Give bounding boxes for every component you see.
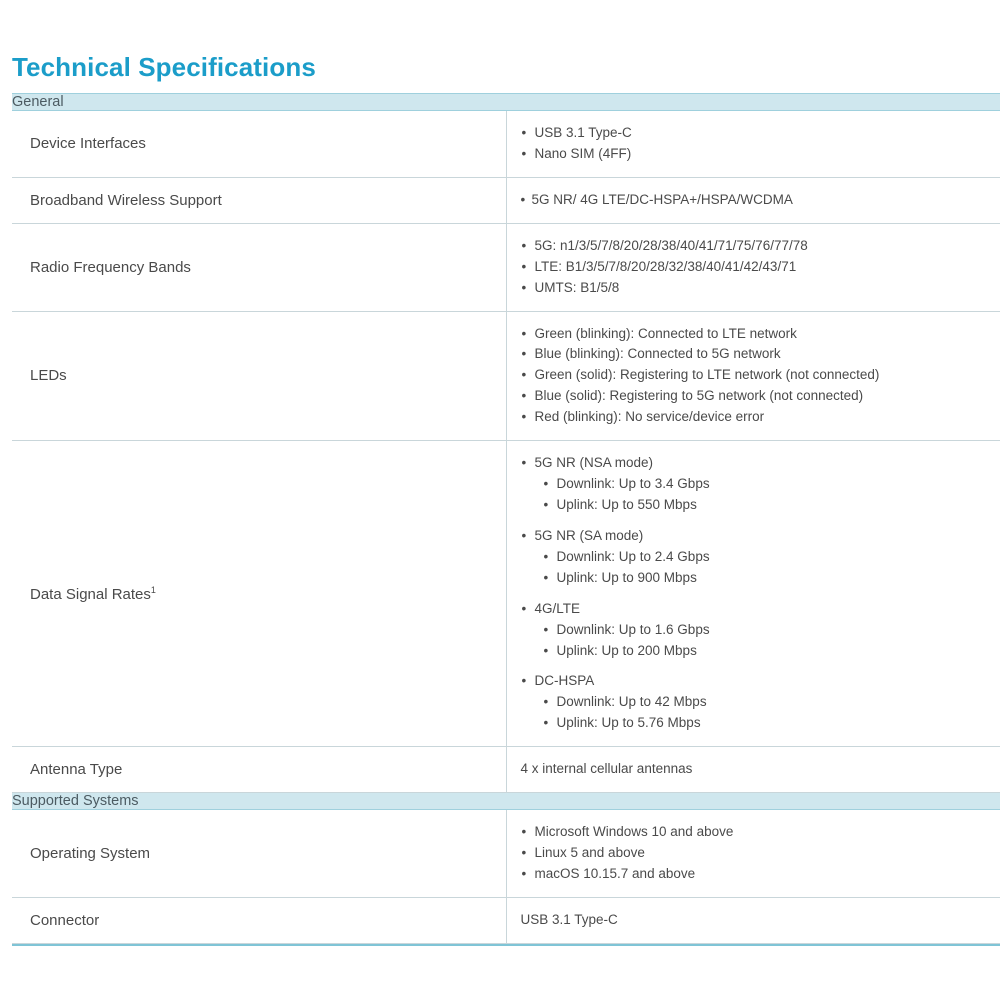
list-item: • Blue (blinking): Connected to 5G network	[521, 344, 991, 365]
list-item: • Blue (solid): Registering to 5G network (not connected)	[521, 386, 991, 407]
row-value-operating-system	[506, 810, 1000, 898]
bullet-list	[521, 671, 991, 692]
row-value-connector	[506, 897, 1000, 943]
list-item: • Uplink: Up to 200 Mbps	[543, 641, 991, 662]
row-value-broadband-wireless-support	[506, 177, 1000, 223]
bullet-list	[521, 822, 991, 885]
row-value-radio-frequency-bands	[506, 223, 1000, 311]
row-label-data-signal-rates-text: Data Signal Rates	[30, 585, 151, 603]
list-item: • Downlink: Up to 2.4 Gbps	[543, 547, 991, 568]
table-row	[12, 897, 1000, 943]
section-header-general-label: General	[12, 94, 1000, 111]
footnote-marker: 1	[150, 584, 156, 595]
list-item: • USB 3.1 Type-C	[521, 123, 991, 144]
bullet-list	[521, 453, 991, 474]
section-header-general	[12, 94, 1000, 111]
section-header-supported-systems-label: Supported Systems	[12, 793, 1000, 810]
rate-group-dc-hspa	[521, 671, 991, 734]
sub-bullet-list	[521, 474, 991, 516]
list-item: • Nano SIM (4FF)	[521, 144, 991, 165]
list-item: • Linux 5 and above	[521, 843, 991, 864]
rate-group-5g-nsa	[521, 453, 991, 516]
table-row	[12, 441, 1000, 747]
table-row	[12, 747, 1000, 793]
bullet-list	[521, 236, 991, 299]
bullet-list	[521, 599, 991, 620]
list-item: • Green (solid): Registering to LTE network (not connected)	[521, 365, 991, 386]
row-label-leds: LEDs	[12, 311, 506, 441]
table-row	[12, 177, 1000, 223]
row-value-antenna-type	[506, 747, 1000, 793]
rate-group-4g-lte	[521, 599, 991, 662]
sub-bullet-list	[521, 620, 991, 662]
list-item: • Uplink: Up to 5.76 Mbps	[543, 713, 991, 734]
list-item: • Uplink: Up to 550 Mbps	[543, 495, 991, 516]
rate-group-5g-sa	[521, 526, 991, 589]
list-item: • Downlink: Up to 42 Mbps	[543, 692, 991, 713]
specifications-table	[12, 93, 1000, 944]
row-label-connector: Connector	[12, 897, 506, 943]
row-value-device-interfaces	[506, 111, 1000, 178]
row-label-radio-frequency-bands: Radio Frequency Bands	[12, 223, 506, 311]
list-item: • Green (blinking): Connected to LTE network	[521, 324, 991, 345]
row-label-data-signal-rates	[12, 441, 506, 747]
table-row	[12, 810, 1000, 898]
bullet-list	[521, 324, 991, 429]
table-row	[12, 111, 1000, 178]
section-header-supported-systems	[12, 793, 1000, 810]
row-label-device-interfaces: Device Interfaces	[12, 111, 506, 178]
list-item: • LTE: B1/3/5/7/8/20/28/32/38/40/41/42/43/71	[521, 257, 991, 278]
row-value-leds	[506, 311, 1000, 441]
list-item: • 5G NR (NSA mode)	[521, 453, 991, 474]
row-value-data-signal-rates	[506, 441, 1000, 747]
page-title: Technical Specifications	[12, 52, 316, 82]
list-item: • UMTS: B1/5/8	[521, 278, 991, 299]
list-item: • macOS 10.15.7 and above	[521, 864, 991, 885]
list-item: • Downlink: Up to 1.6 Gbps	[543, 620, 991, 641]
list-item: • Uplink: Up to 900 Mbps	[543, 568, 991, 589]
list-item: • 5G NR/ 4G LTE/DC-HSPA+/HSPA/WCDMA	[521, 190, 991, 211]
value-text: 4 x internal cellular antennas	[520, 761, 693, 777]
list-item: • Downlink: Up to 3.4 Gbps	[543, 474, 991, 495]
table-row	[12, 311, 1000, 441]
row-label-antenna-type: Antenna Type	[12, 747, 506, 793]
list-item: • Microsoft Windows 10 and above	[521, 822, 991, 843]
bullet-list	[521, 123, 991, 165]
list-item: • 4G/LTE	[521, 599, 991, 620]
sub-bullet-list	[521, 692, 991, 734]
bullet-list	[521, 526, 991, 547]
table-bottom-rule	[12, 944, 1000, 946]
list-item: • 5G: n1/3/5/7/8/20/28/38/40/41/71/75/76/77/78	[521, 236, 991, 257]
sub-bullet-list	[521, 547, 991, 589]
value-text: USB 3.1 Type-C	[520, 911, 618, 927]
list-item: • DC-HSPA	[521, 671, 991, 692]
list-item: • 5G NR (SA mode)	[521, 526, 991, 547]
list-item: • Red (blinking): No service/device error	[521, 407, 991, 428]
row-label-broadband-wireless-support: Broadband Wireless Support	[12, 177, 506, 223]
row-label-operating-system: Operating System	[12, 810, 506, 898]
table-row	[12, 223, 1000, 311]
